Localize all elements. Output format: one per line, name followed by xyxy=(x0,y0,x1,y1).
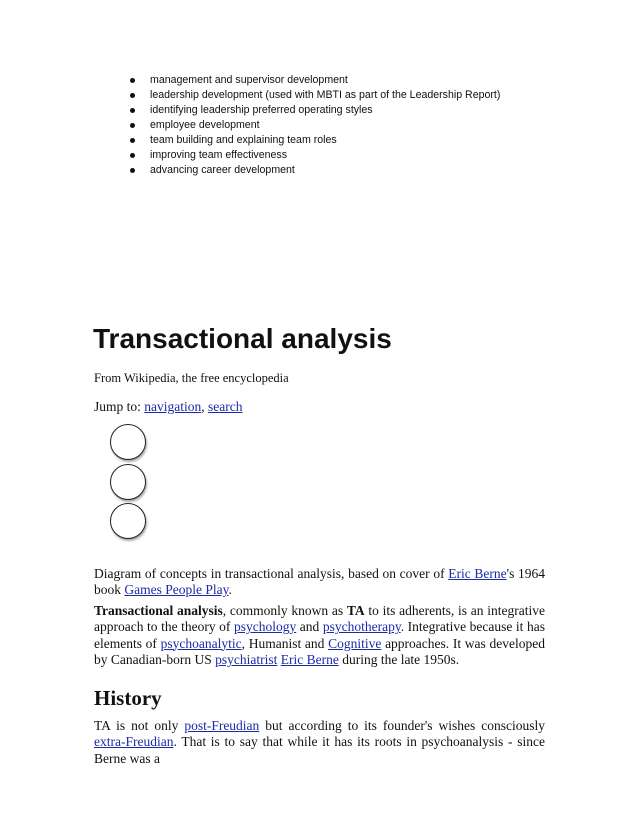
bullet-icon xyxy=(130,78,135,83)
list-item: employee development xyxy=(126,118,500,133)
bullet-icon xyxy=(130,108,135,113)
bullet-icon xyxy=(130,123,135,128)
bullet-icon xyxy=(130,168,135,173)
bullet-icon xyxy=(130,138,135,143)
extra-freudian-link[interactable]: extra-Freudian xyxy=(94,734,174,750)
psychology-link[interactable]: psychology xyxy=(233,619,297,635)
list-item: leadership development (used with MBTI as part of the Leadership Report) xyxy=(126,88,500,103)
list-item: improving team effectiveness xyxy=(126,148,500,163)
jump-label: Jump to: xyxy=(94,399,145,414)
psychoanalytic-link[interactable]: psychoanalytic xyxy=(160,635,242,651)
psychotherapy-link[interactable]: psychotherapy xyxy=(322,619,401,635)
post-freudian-link[interactable]: post-Freudian xyxy=(184,718,260,733)
figure-caption: Diagram of concepts in transactional analysis, based on cover of Eric Berne's 1964 book Games People Play. xyxy=(94,566,546,598)
jump-to-line: Jump to: navigation, search xyxy=(94,399,243,414)
bullet-list xyxy=(126,73,500,178)
eric-berne-link[interactable]: Eric Berne xyxy=(448,566,507,581)
child-ego-state-circle xyxy=(110,503,146,539)
intro-paragraph: Transactional analysis, commonly known as TA to its adherents, is an integrative approach to the theory of psychology and psychotherapy. Integrative because it has elements of psychoanalytic, Humanist and Cognitive approaches. It was developed by Canadian-born US psychiatrist Eric Berne during the late 1950s. xyxy=(94,603,545,667)
cognitive-link[interactable]: Cognitive xyxy=(328,635,382,651)
list-item: management and supervisor development xyxy=(126,73,500,88)
history-paragraph: TA is not only post-Freudian but according to its founder's wishes consciously extra-Freudian. That is to say that while it has its roots in psychoanalysis - since Berne was a xyxy=(94,718,545,766)
source-line: From Wikipedia, the free encyclopedia xyxy=(94,371,289,385)
parent-ego-state-circle xyxy=(110,424,146,460)
list-item: team building and explaining team roles xyxy=(126,133,500,148)
article-title: Transactional analysis xyxy=(93,323,392,354)
games-people-play-link[interactable]: Games People Play xyxy=(124,582,229,598)
list-item: identifying leadership preferred operating styles xyxy=(126,103,500,118)
navigation-link[interactable]: navigation xyxy=(144,399,202,414)
list-item: advancing career development xyxy=(126,163,500,178)
eric-berne-link[interactable]: Eric Berne xyxy=(280,651,339,667)
search-link[interactable]: search xyxy=(208,399,243,414)
psychiatrist-link[interactable]: psychiatrist xyxy=(215,651,278,667)
history-heading: History xyxy=(94,686,162,710)
bullet-icon xyxy=(130,153,135,158)
bullet-icon xyxy=(130,93,135,98)
adult-ego-state-circle xyxy=(110,464,146,500)
